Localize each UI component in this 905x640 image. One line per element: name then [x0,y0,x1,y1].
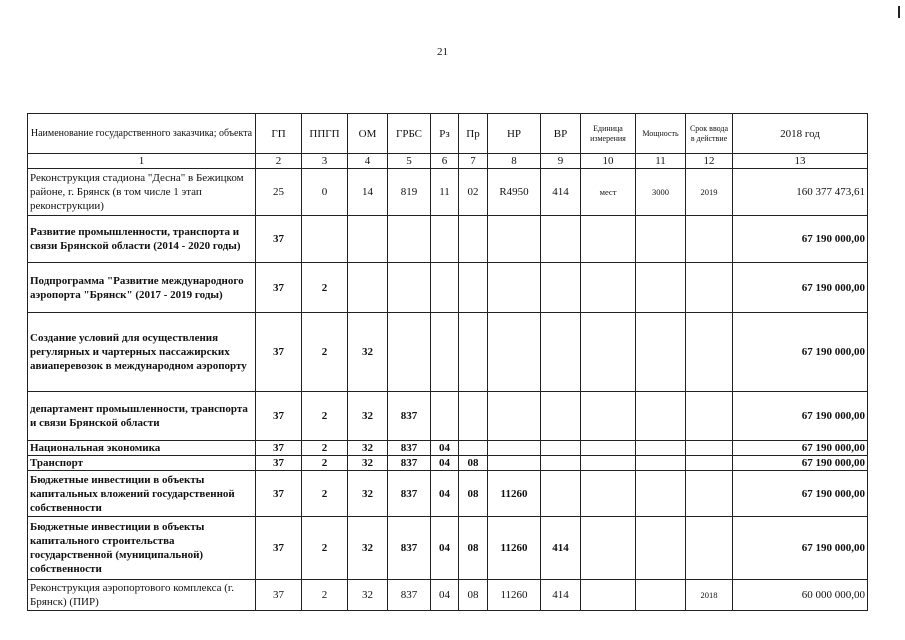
cell-nr [488,392,541,441]
cell-grbs: 819 [388,169,431,216]
header-unit: Единица измерения [581,114,636,154]
cell-amount: 67 190 000,00 [733,517,868,580]
header-om: ОМ [348,114,388,154]
cell-rz: 11 [431,169,459,216]
cell-power [636,517,686,580]
cell-nr [488,441,541,456]
column-number: 8 [488,154,541,169]
cell-amount: 160 377 473,61 [733,169,868,216]
cell-vr: 414 [541,517,581,580]
cell-ppgp: 0 [302,169,348,216]
cell-year [686,216,733,263]
cell-amount: 67 190 000,00 [733,263,868,313]
column-number: 7 [459,154,488,169]
cell-amount: 67 190 000,00 [733,471,868,517]
row-name: Бюджетные инвестиции в объекты капитальных вложений государственной собственности [28,471,256,517]
cell-pr: 08 [459,517,488,580]
scan-edge-mark [898,6,900,18]
row-name: Бюджетные инвестиции в объекты капитального строительства государственной (муниципальной) собственности [28,517,256,580]
cell-rz [431,216,459,263]
cell-grbs: 837 [388,517,431,580]
cell-gp: 37 [256,216,302,263]
header-pr: Пр [459,114,488,154]
column-number-row [28,154,868,169]
cell-vr [541,441,581,456]
cell-nr [488,313,541,392]
cell-ppgp: 2 [302,313,348,392]
budget-table [27,113,868,611]
row-name: Реконструкция стадиона "Десна" в Бежицком районе, г. Брянск (в том числе 1 этап реконструкции) [28,169,256,216]
header-name: Наименование государственного заказчика; объекта [28,114,256,154]
cell-grbs: 837 [388,471,431,517]
column-number: 3 [302,154,348,169]
row-name: Реконструкция аэропортового комплекса (г. Брянск) (ПИР) [28,580,256,611]
cell-rz: 04 [431,517,459,580]
cell-gp: 37 [256,441,302,456]
table-row [28,216,868,263]
cell-year [686,471,733,517]
cell-gp: 37 [256,580,302,611]
column-number: 6 [431,154,459,169]
cell-nr [488,263,541,313]
cell-unit [581,441,636,456]
cell-gp: 37 [256,263,302,313]
cell-grbs [388,313,431,392]
column-number: 10 [581,154,636,169]
cell-amount: 67 190 000,00 [733,313,868,392]
cell-amount: 67 190 000,00 [733,441,868,456]
cell-power [636,456,686,471]
cell-power [636,216,686,263]
cell-ppgp: 2 [302,456,348,471]
cell-nr: 11260 [488,580,541,611]
cell-year [686,517,733,580]
cell-gp: 37 [256,392,302,441]
cell-om: 32 [348,517,388,580]
cell-gp: 25 [256,169,302,216]
cell-om: 32 [348,456,388,471]
cell-grbs: 837 [388,441,431,456]
cell-ppgp: 2 [302,517,348,580]
cell-pr [459,392,488,441]
table-row [28,517,868,580]
cell-om: 32 [348,471,388,517]
cell-vr [541,313,581,392]
cell-nr: 11260 [488,517,541,580]
cell-pr: 08 [459,580,488,611]
cell-unit [581,456,636,471]
cell-ppgp: 2 [302,580,348,611]
cell-power [636,441,686,456]
header-amount: 2018 год [733,114,868,154]
cell-power [636,580,686,611]
header-grbs: ГРБС [388,114,431,154]
cell-year [686,456,733,471]
cell-year [686,263,733,313]
header-ppgp: ППГП [302,114,348,154]
column-number: 13 [733,154,868,169]
cell-unit [581,471,636,517]
cell-om: 32 [348,313,388,392]
cell-ppgp [302,216,348,263]
cell-year [686,392,733,441]
cell-nr: 11260 [488,471,541,517]
column-number: 11 [636,154,686,169]
column-number: 4 [348,154,388,169]
cell-ppgp: 2 [302,263,348,313]
cell-vr [541,471,581,517]
cell-rz [431,392,459,441]
cell-unit [581,313,636,392]
cell-pr: 08 [459,471,488,517]
cell-unit [581,216,636,263]
header-term: Срок ввода в действие [686,114,733,154]
table-row [28,313,868,392]
header-rz: Рз [431,114,459,154]
cell-ppgp: 2 [302,441,348,456]
column-number: 2 [256,154,302,169]
cell-om: 32 [348,580,388,611]
cell-pr: 08 [459,456,488,471]
cell-vr [541,216,581,263]
cell-amount: 67 190 000,00 [733,392,868,441]
header-gp: ГП [256,114,302,154]
cell-rz: 04 [431,580,459,611]
cell-rz: 04 [431,456,459,471]
table-row [28,169,868,216]
column-number: 1 [28,154,256,169]
table-row [28,580,868,611]
table-row [28,263,868,313]
cell-grbs: 837 [388,392,431,441]
cell-om: 32 [348,441,388,456]
cell-om: 32 [348,392,388,441]
cell-gp: 37 [256,456,302,471]
cell-pr [459,313,488,392]
header-vr: ВР [541,114,581,154]
cell-pr: 02 [459,169,488,216]
row-name: Транспорт [28,456,256,471]
cell-power [636,392,686,441]
cell-year: 2018 [686,580,733,611]
cell-amount: 60 000 000,00 [733,580,868,611]
cell-om [348,263,388,313]
cell-vr [541,392,581,441]
cell-power [636,471,686,517]
header-power: Мощность [636,114,686,154]
column-number: 12 [686,154,733,169]
cell-rz [431,313,459,392]
cell-vr: 414 [541,580,581,611]
cell-grbs [388,216,431,263]
cell-om: 14 [348,169,388,216]
cell-gp: 37 [256,313,302,392]
row-name: Национальная экономика [28,441,256,456]
cell-unit [581,580,636,611]
cell-unit [581,263,636,313]
cell-pr [459,216,488,263]
cell-amount: 67 190 000,00 [733,216,868,263]
header-row [28,114,868,154]
table-row [28,471,868,517]
row-name: Подпрограмма "Развитие международного аэропорта "Брянск" (2017 - 2019 годы) [28,263,256,313]
cell-pr [459,441,488,456]
cell-rz [431,263,459,313]
cell-year: 2019 [686,169,733,216]
cell-pr [459,263,488,313]
table-row [28,456,868,471]
cell-grbs [388,263,431,313]
cell-gp: 37 [256,471,302,517]
cell-grbs: 837 [388,580,431,611]
cell-om [348,216,388,263]
column-number: 5 [388,154,431,169]
header-nr: НР [488,114,541,154]
cell-year [686,313,733,392]
cell-rz: 04 [431,471,459,517]
cell-unit [581,517,636,580]
cell-nr [488,216,541,263]
cell-vr [541,456,581,471]
cell-vr: 414 [541,169,581,216]
cell-year [686,441,733,456]
cell-grbs: 837 [388,456,431,471]
row-name: Развитие промышленности, транспорта и связи Брянской области (2014 - 2020 годы) [28,216,256,263]
cell-gp: 37 [256,517,302,580]
cell-nr [488,456,541,471]
table-row [28,441,868,456]
cell-amount: 67 190 000,00 [733,456,868,471]
cell-unit [581,392,636,441]
cell-power: 3000 [636,169,686,216]
cell-ppgp: 2 [302,392,348,441]
cell-nr: R4950 [488,169,541,216]
row-name: департамент промышленности, транспорта и связи Брянской области [28,392,256,441]
cell-power [636,313,686,392]
column-number: 9 [541,154,581,169]
cell-ppgp: 2 [302,471,348,517]
cell-vr [541,263,581,313]
cell-power [636,263,686,313]
row-name: Создание условий для осуществления регулярных и чартерных пассажирских авиаперевозок в международном аэропорту [28,313,256,392]
cell-rz: 04 [431,441,459,456]
page-number: 21 [437,46,448,58]
cell-unit: мест [581,169,636,216]
table-row [28,392,868,441]
